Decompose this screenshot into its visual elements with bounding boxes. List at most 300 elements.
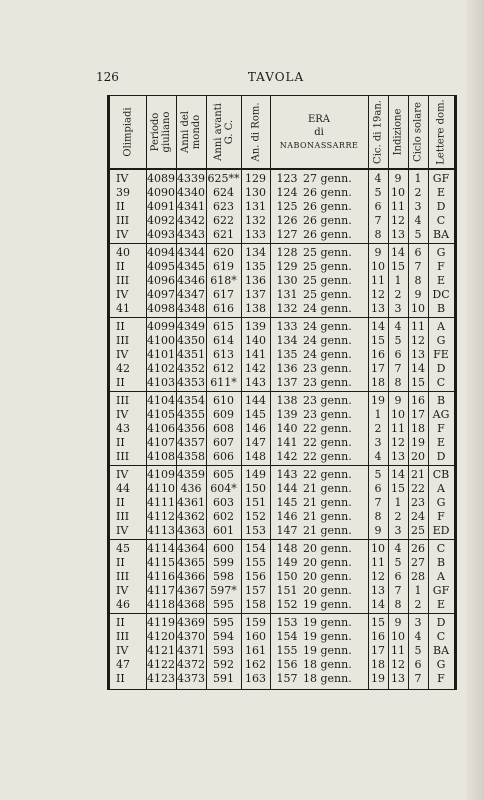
- cell-indizione: 11: [391, 644, 405, 657]
- cell-ciclo-19: 18: [371, 376, 385, 389]
- cell-anno-roma: 159: [245, 616, 266, 629]
- cell-anno-roma: 130: [245, 186, 266, 199]
- group-divider: [110, 539, 454, 540]
- cell-periodo-giuliano: 4094: [147, 246, 175, 259]
- cell-indizione: 2: [394, 510, 402, 523]
- cell-anno-mondo: 4366: [177, 570, 205, 583]
- cell-anno-roma: 139: [245, 320, 266, 333]
- cell-era-year: 150: [276, 570, 298, 583]
- cell-anno-mondo: 4363: [177, 524, 205, 537]
- cell-era-year: 135: [276, 348, 298, 361]
- cell-anno-roma: 148: [245, 450, 266, 463]
- cell-era-date: 23 genn.: [303, 394, 352, 407]
- cell-indizione: 5: [394, 556, 402, 569]
- cell-ciclo-19: 19: [371, 672, 385, 685]
- page-title: TAVOLA: [247, 70, 305, 84]
- cell-lettere-dom: G: [436, 334, 446, 347]
- cell-periodo-giuliano: 4100: [147, 334, 175, 347]
- cell-periodo-giuliano: 4121: [147, 644, 175, 657]
- cell-olimpiade: II: [116, 376, 125, 389]
- cell-lettere-dom: F: [437, 510, 445, 523]
- cell-anno-avanti: 595: [213, 616, 234, 629]
- cell-ciclo-19: 6: [374, 482, 382, 495]
- cell-anno-roma: 150: [245, 482, 266, 495]
- cell-olimpiade: IV: [116, 584, 129, 597]
- cell-anno-mondo: 4359: [177, 468, 205, 481]
- cell-ciclo-19: 8: [374, 228, 382, 241]
- cell-periodo-giuliano: 4091: [147, 200, 175, 213]
- cell-anno-avanti: 616: [213, 302, 234, 315]
- cell-anno-roma: 146: [245, 422, 266, 435]
- cell-era-date: 20 genn.: [303, 542, 352, 555]
- cell-era-date: 22 genn.: [303, 436, 352, 449]
- cell-lettere-dom: G: [436, 246, 446, 259]
- cell-era-year: 132: [276, 302, 298, 315]
- group-divider: [110, 243, 454, 244]
- cell-anno-avanti: 605: [213, 468, 234, 481]
- cell-anno-avanti: 621: [213, 228, 234, 241]
- cell-lettere-dom: G: [436, 496, 446, 509]
- cell-era-year: 127: [276, 228, 298, 241]
- cell-anno-avanti: 607: [213, 436, 234, 449]
- cell-anno-roma: 145: [245, 408, 266, 421]
- cell-indizione: 3: [394, 302, 402, 315]
- cell-era-date: 18 genn.: [303, 658, 352, 671]
- cell-anno-mondo: 4351: [177, 348, 205, 361]
- cell-periodo-giuliano: 4113: [147, 524, 175, 537]
- cell-olimpiade: 39: [116, 186, 130, 199]
- cell-ciclo-19: 5: [374, 468, 382, 481]
- cell-ciclo-solare: 5: [414, 228, 422, 241]
- cell-anno-roma: 161: [245, 644, 266, 657]
- cell-era-year: 133: [276, 320, 298, 333]
- cell-periodo-giuliano: 4111: [147, 496, 175, 509]
- cell-ciclo-solare: 25: [411, 524, 425, 537]
- cell-era-date: 25 genn.: [303, 246, 352, 259]
- cell-olimpiade: 43: [116, 422, 130, 435]
- cell-era-year: 152: [276, 598, 298, 611]
- cell-anno-roma: 142: [245, 362, 266, 375]
- cell-periodo-giuliano: 4118: [147, 598, 175, 611]
- cell-indizione: 7: [394, 362, 402, 375]
- cell-era-year: 142: [276, 450, 298, 463]
- cell-olimpiade: 40: [116, 246, 130, 259]
- cell-ciclo-solare: 2: [414, 598, 422, 611]
- cell-periodo-giuliano: 4109: [147, 468, 175, 481]
- cell-era-year: 128: [276, 246, 298, 259]
- cell-olimpiade: II: [116, 320, 125, 333]
- cell-lettere-dom: B: [436, 394, 446, 407]
- cell-lettere-dom: C: [436, 542, 446, 555]
- cell-lettere-dom: G: [436, 658, 446, 671]
- cell-indizione: 9: [394, 616, 402, 629]
- cell-era-date: 23 genn.: [303, 408, 352, 421]
- cell-ciclo-solare: 19: [411, 436, 425, 449]
- cell-ciclo-19: 1: [374, 408, 382, 421]
- cell-lettere-dom: D: [436, 450, 446, 463]
- cell-era-year: 154: [276, 630, 298, 643]
- cell-ciclo-solare: 12: [411, 334, 425, 347]
- header-era: [270, 96, 368, 168]
- cell-indizione: 9: [394, 172, 402, 185]
- page-header: [96, 70, 456, 86]
- cell-olimpiade: III: [116, 214, 130, 227]
- cell-era-year: 157: [276, 672, 298, 685]
- cell-anno-mondo: 4370: [177, 630, 205, 643]
- group-divider: [110, 465, 454, 466]
- cell-era-year: 131: [276, 288, 298, 301]
- group-divider: [110, 613, 454, 614]
- cell-ciclo-solare: 16: [411, 394, 425, 407]
- cell-ciclo-solare: 15: [411, 376, 425, 389]
- cell-anno-avanti: 598: [213, 570, 234, 583]
- header-anni-avanti-text: Anni avanti G. C.: [212, 103, 235, 161]
- cell-indizione: 11: [391, 200, 405, 213]
- cell-periodo-giuliano: 4122: [147, 658, 175, 671]
- cell-anno-avanti: 592: [213, 658, 234, 671]
- cell-indizione: 15: [391, 482, 405, 495]
- header-an-rom-text: An. di Rom.: [250, 102, 261, 162]
- cell-anno-roma: 136: [245, 274, 266, 287]
- cell-era-date: 18 genn.: [303, 672, 352, 685]
- cell-indizione: 7: [394, 584, 402, 597]
- cell-ciclo-19: 4: [374, 450, 382, 463]
- cell-periodo-giuliano: 4103: [147, 376, 175, 389]
- cell-anno-avanti: 615: [213, 320, 234, 333]
- cell-lettere-dom: B: [436, 556, 446, 569]
- cell-era-date: 24 genn.: [303, 334, 352, 347]
- cell-ciclo-solare: 1: [414, 172, 422, 185]
- cell-anno-avanti: 619: [213, 260, 234, 273]
- cell-periodo-giuliano: 4119: [147, 616, 175, 629]
- cell-anno-roma: 156: [245, 570, 266, 583]
- cell-lettere-dom: BA: [432, 228, 450, 241]
- cell-lettere-dom: C: [436, 214, 446, 227]
- cell-ciclo-solare: 23: [411, 496, 425, 509]
- cell-ciclo-19: 17: [371, 362, 385, 375]
- cell-anno-mondo: 4371: [177, 644, 205, 657]
- cell-era-date: 26 genn.: [303, 214, 352, 227]
- cell-olimpiade: II: [116, 616, 125, 629]
- cell-ciclo-solare: 1: [414, 584, 422, 597]
- header-periodo-giuliano-text: Periodo giuliano: [150, 111, 172, 153]
- cell-anno-avanti: 623: [213, 200, 234, 213]
- cell-anno-avanti: 620: [213, 246, 234, 259]
- cell-indizione: 11: [391, 422, 405, 435]
- cell-ciclo-19: 17: [371, 644, 385, 657]
- cell-anno-roma: 131: [245, 200, 266, 213]
- group-divider: [110, 391, 454, 392]
- cell-era-date: 26 genn.: [303, 200, 352, 213]
- cell-olimpiade: IV: [116, 172, 129, 185]
- cell-anno-roma: 147: [245, 436, 266, 449]
- header-olimpiadi-text: Olimpiadi: [122, 107, 134, 157]
- cell-ciclo-solare: 26: [411, 542, 425, 555]
- cell-olimpiade: II: [116, 672, 125, 685]
- cell-anno-roma: 134: [245, 246, 266, 259]
- cell-lettere-dom: C: [436, 376, 446, 389]
- cell-era-year: 125: [276, 200, 298, 213]
- cell-indizione: 14: [391, 468, 405, 481]
- cell-ciclo-solare: 2: [414, 186, 422, 199]
- cell-olimpiade: II: [116, 496, 125, 509]
- cell-olimpiade: III: [116, 274, 130, 287]
- cell-era-year: 129: [276, 260, 298, 273]
- cell-anno-mondo: 4350: [177, 334, 205, 347]
- cell-ciclo-solare: 7: [414, 260, 422, 273]
- cell-ciclo-solare: 11: [411, 320, 425, 333]
- cell-indizione: 9: [394, 394, 402, 407]
- cell-anno-mondo: 4354: [177, 394, 205, 407]
- cell-indizione: 14: [391, 246, 405, 259]
- cell-olimpiade: IV: [116, 644, 129, 657]
- cell-anno-mondo: 4361: [177, 496, 205, 509]
- cell-indizione: 3: [394, 524, 402, 537]
- cell-era-date: 19 genn.: [303, 644, 352, 657]
- cell-anno-mondo: 4364: [177, 542, 205, 555]
- cell-anno-roma: 153: [245, 524, 266, 537]
- cell-periodo-giuliano: 4095: [147, 260, 175, 273]
- cell-olimpiade: IV: [116, 228, 129, 241]
- header-cic-19: [368, 96, 388, 168]
- cell-era-date: 22 genn.: [303, 422, 352, 435]
- header-periodo-giuliano: [146, 96, 176, 168]
- cell-era-date: 20 genn.: [303, 570, 352, 583]
- cell-anno-mondo: 4340: [177, 186, 205, 199]
- cell-era-date: 26 genn.: [303, 186, 352, 199]
- cell-olimpiade: IV: [116, 408, 129, 421]
- cell-olimpiade: IV: [116, 468, 129, 481]
- cell-olimpiade: III: [116, 394, 130, 407]
- cell-periodo-giuliano: 4096: [147, 274, 175, 287]
- cell-anno-mondo: 4353: [177, 376, 205, 389]
- cell-indizione: 2: [394, 288, 402, 301]
- cell-anno-mondo: 4368: [177, 598, 205, 611]
- cell-lettere-dom: E: [436, 436, 446, 449]
- cell-olimpiade: III: [116, 334, 130, 347]
- cell-lettere-dom: C: [436, 630, 446, 643]
- cell-periodo-giuliano: 4114: [147, 542, 175, 555]
- cell-periodo-giuliano: 4105: [147, 408, 175, 421]
- cell-indizione: 12: [391, 658, 405, 671]
- cell-lettere-dom: CB: [432, 468, 450, 481]
- cell-indizione: 15: [391, 260, 405, 273]
- cell-era-date: 24 genn.: [303, 320, 352, 333]
- cell-era-year: 145: [276, 496, 298, 509]
- cell-ciclo-solare: 6: [414, 246, 422, 259]
- cell-ciclo-solare: 3: [414, 616, 422, 629]
- cell-periodo-giuliano: 4110: [147, 482, 175, 495]
- group-divider: [110, 317, 454, 318]
- cell-ciclo-solare: 28: [411, 570, 425, 583]
- chronology-table: [107, 95, 457, 690]
- cell-era-year: 153: [276, 616, 298, 629]
- cell-anno-roma: 154: [245, 542, 266, 555]
- cell-anno-roma: 129: [245, 172, 266, 185]
- cell-ciclo-19: 18: [371, 658, 385, 671]
- cell-anno-roma: 149: [245, 468, 266, 481]
- header-indizione-text: Indizione: [392, 108, 404, 156]
- cell-ciclo-solare: 10: [411, 302, 425, 315]
- cell-era-date: 25 genn.: [303, 274, 352, 287]
- cell-periodo-giuliano: 4102: [147, 362, 175, 375]
- cell-lettere-dom: ED: [432, 524, 450, 537]
- cell-era-date: 22 genn.: [303, 450, 352, 463]
- cell-olimpiade: III: [116, 570, 130, 583]
- cell-anno-avanti: 604*: [210, 482, 237, 495]
- cell-era-date: 20 genn.: [303, 556, 352, 569]
- header-era-line1: ERA: [307, 113, 331, 125]
- cell-periodo-giuliano: 4120: [147, 630, 175, 643]
- cell-lettere-dom: E: [436, 274, 446, 287]
- cell-era-year: 156: [276, 658, 298, 671]
- cell-olimpiade: II: [116, 200, 125, 213]
- page-edge: [466, 0, 484, 800]
- cell-ciclo-solare: 4: [414, 630, 422, 643]
- cell-era-date: 23 genn.: [303, 362, 352, 375]
- cell-lettere-dom: AG: [432, 408, 450, 421]
- cell-ciclo-19: 16: [371, 630, 385, 643]
- header-anni-mondo: [176, 96, 206, 168]
- cell-era-date: 19 genn.: [303, 598, 352, 611]
- cell-olimpiade: IV: [116, 524, 129, 537]
- cell-anno-avanti: 600: [213, 542, 234, 555]
- cell-indizione: 4: [394, 320, 402, 333]
- cell-periodo-giuliano: 4104: [147, 394, 175, 407]
- cell-era-year: 138: [276, 394, 298, 407]
- cell-anno-mondo: 4373: [177, 672, 205, 685]
- cell-ciclo-19: 9: [374, 524, 382, 537]
- cell-anno-mondo: 4348: [177, 302, 205, 315]
- header-anni-mondo-text: Anni del mondo: [180, 111, 202, 153]
- cell-era-date: 23 genn.: [303, 376, 352, 389]
- header-rule: [110, 168, 454, 170]
- cell-ciclo-solare: 22: [411, 482, 425, 495]
- cell-ciclo-19: 2: [374, 422, 382, 435]
- cell-lettere-dom: GF: [432, 584, 450, 597]
- cell-olimpiade: 46: [116, 598, 130, 611]
- cell-ciclo-19: 3: [374, 436, 382, 449]
- header-ciclo-solare-text: Ciclo solare: [412, 102, 424, 162]
- cell-anno-roma: 163: [245, 672, 266, 685]
- cell-ciclo-19: 11: [371, 274, 385, 287]
- header-an-rom: [241, 96, 270, 168]
- cell-olimpiade: 47: [116, 658, 130, 671]
- cell-anno-avanti: 603: [213, 496, 234, 509]
- header-ciclo-solare: [408, 96, 428, 168]
- cell-lettere-dom: F: [437, 422, 445, 435]
- cell-anno-mondo: 4346: [177, 274, 205, 287]
- cell-indizione: 6: [394, 570, 402, 583]
- cell-anno-avanti: 614: [213, 334, 234, 347]
- cell-ciclo-19: 13: [371, 584, 385, 597]
- header-cic-19-text: Cic. di 19an.: [372, 100, 384, 164]
- header-olimpiadi: [110, 96, 146, 168]
- cell-ciclo-19: 12: [371, 288, 385, 301]
- cell-anno-avanti: 609: [213, 408, 234, 421]
- cell-anno-mondo: 4339: [177, 172, 205, 185]
- cell-indizione: 6: [394, 348, 402, 361]
- cell-anno-mondo: 4358: [177, 450, 205, 463]
- cell-lettere-dom: DC: [432, 288, 450, 301]
- cell-ciclo-19: 8: [374, 510, 382, 523]
- column-rule: [270, 96, 271, 689]
- cell-periodo-giuliano: 4097: [147, 288, 175, 301]
- cell-periodo-giuliano: 4098: [147, 302, 175, 315]
- header-era-line3: NABONASSARRE: [279, 140, 359, 150]
- cell-lettere-dom: BA: [432, 644, 450, 657]
- cell-indizione: 5: [394, 334, 402, 347]
- cell-anno-roma: 137: [245, 288, 266, 301]
- cell-ciclo-solare: 8: [414, 274, 422, 287]
- cell-ciclo-19: 7: [374, 214, 382, 227]
- cell-era-date: 21 genn.: [303, 482, 352, 495]
- cell-olimpiade: 41: [116, 302, 130, 315]
- cell-lettere-dom: D: [436, 200, 446, 213]
- cell-olimpiade: IV: [116, 348, 129, 361]
- cell-anno-avanti: 612: [213, 362, 234, 375]
- cell-anno-roma: 152: [245, 510, 266, 523]
- cell-anno-mondo: 4355: [177, 408, 205, 421]
- cell-indizione: 10: [391, 630, 405, 643]
- cell-olimpiade: 45: [116, 542, 130, 555]
- cell-anno-mondo: 4369: [177, 616, 205, 629]
- cell-periodo-giuliano: 4123: [147, 672, 175, 685]
- cell-era-date: 22 genn.: [303, 468, 352, 481]
- cell-anno-mondo: 4345: [177, 260, 205, 273]
- cell-periodo-giuliano: 4092: [147, 214, 175, 227]
- cell-era-year: 143: [276, 468, 298, 481]
- cell-lettere-dom: E: [436, 598, 446, 611]
- cell-lettere-dom: E: [436, 186, 446, 199]
- cell-anno-avanti: 617: [213, 288, 234, 301]
- cell-olimpiade: III: [116, 450, 130, 463]
- cell-ciclo-19: 13: [371, 302, 385, 315]
- cell-anno-avanti: 618*: [210, 274, 237, 287]
- cell-anno-mondo: 4347: [177, 288, 205, 301]
- cell-ciclo-19: 16: [371, 348, 385, 361]
- cell-era-date: 19 genn.: [303, 630, 352, 643]
- cell-era-year: 147: [276, 524, 298, 537]
- cell-era-year: 141: [276, 436, 298, 449]
- cell-era-date: 21 genn.: [303, 510, 352, 523]
- cell-ciclo-solare: 24: [411, 510, 425, 523]
- cell-lettere-dom: A: [437, 320, 445, 333]
- cell-anno-mondo: 4365: [177, 556, 205, 569]
- cell-ciclo-solare: 27: [411, 556, 425, 569]
- cell-era-date: 26 genn.: [303, 228, 352, 241]
- cell-era-date: 20 genn.: [303, 584, 352, 597]
- cell-anno-roma: 140: [245, 334, 266, 347]
- cell-era-date: 25 genn.: [303, 288, 352, 301]
- header-indizione: [388, 96, 408, 168]
- cell-anno-mondo: 4349: [177, 320, 205, 333]
- cell-anno-avanti: 601: [213, 524, 234, 537]
- cell-ciclo-19: 6: [374, 200, 382, 213]
- page-number: 126: [96, 70, 119, 84]
- cell-era-year: 134: [276, 334, 298, 347]
- cell-ciclo-solare: 9: [414, 288, 422, 301]
- cell-ciclo-solare: 5: [414, 644, 422, 657]
- cell-anno-roma: 132: [245, 214, 266, 227]
- cell-indizione: 1: [394, 496, 402, 509]
- cell-anno-mondo: 4372: [177, 658, 205, 671]
- header-era-line2: di: [314, 126, 324, 138]
- cell-indizione: 10: [391, 408, 405, 421]
- cell-lettere-dom: F: [437, 260, 445, 273]
- cell-era-year: 151: [276, 584, 298, 597]
- cell-ciclo-solare: 3: [414, 200, 422, 213]
